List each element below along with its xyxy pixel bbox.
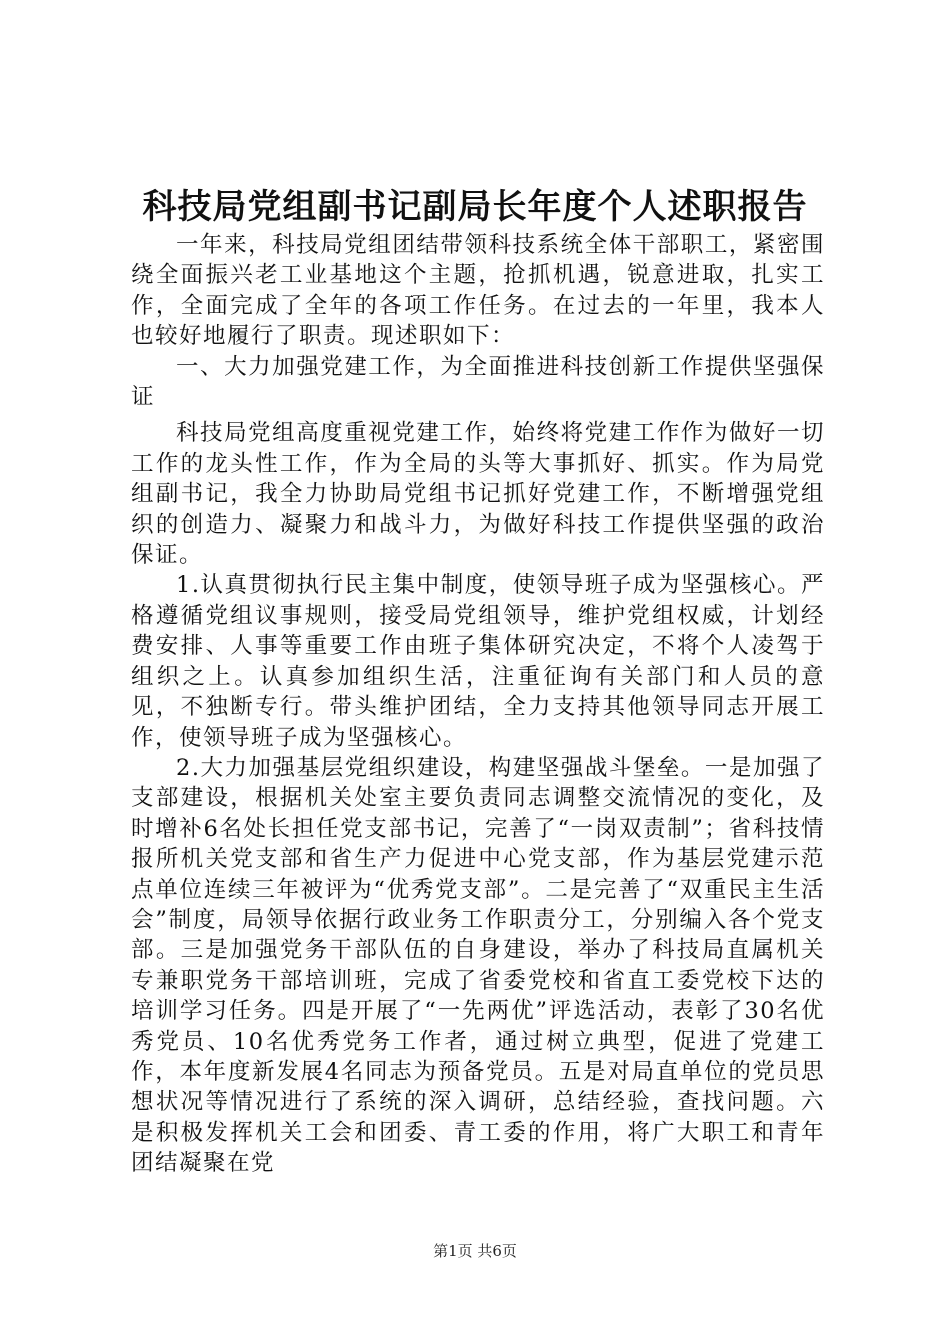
document-title: 科技局党组副书记副局长年度个人述职报告 [142, 187, 808, 227]
document-body [131, 230, 825, 1179]
page-number-footer: 第1页 共6页 [433, 1242, 517, 1260]
body-paragraph: 科技局党组高度重视党建工作，始终将党建工作作为做好一切工作的龙头性工作，作为全局的头等大事抓好、抓实。作为局党组副书记，我全力协助局党组书记抓好党建工作，不断增强党组织的创造力、凝聚力和战斗力，为做好科技工作提供坚强的政治保证。 [131, 420, 825, 569]
intro-paragraph: 一年来，科技局党组团结带领科技系统全体干部职工，紧密围绕全面振兴老工业基地这个主题，抢抓机遇，锐意进取，扎实工作，全面完成了全年的各项工作任务。在过去的一年里，我本人也较好地履行了职责。现述职如下： [131, 232, 825, 350]
body-paragraph: 2.大力加强基层党组织建设，构建坚强战斗堡垒。一是加强了支部建设，根据机关处室主要负责同志调整交流情况的变化，及时增补6名处长担任党支部书记，完善了“一岗双责制”；省科技情报所机关党支部和省生产力促进中心党支部，作为基层党建示范点单位连续三年被评为“优秀党支部”。二是完善了“双重民主生活会”制度，局领导依据行政业务工作职责分工，分别编入各个党支部。三是加强党务干部队伍的自身建设，举办了科技局直属机关专兼职党务干部培训班，完成了省委党校和省直工委党校下达的培训学习任务。四是开展了“一先两优”评选活动，表彰了30名优秀党员、10名优秀党务工作者，通过树立典型，促进了党建工作，本年度新发展4名同志为预备党员。五是对局直单位的党员思想状况等情况进行了系统的深入调研，总结经验，查找问题。六是积极发挥机关工会和团委、青工委的作用，将广大职工和青年团结凝聚在党 [131, 754, 825, 1177]
body-paragraph: 1.认真贯彻执行民主集中制度，使领导班子成为坚强核心。严格遵循党组议事规则，接受局党组领导，维护党组权威，计划经费安排、人事等重要工作由班子集体研究决定，不将个人凌驾于组织之上。认真参加组织生活，注重征询有关部门和人员的意见，不独断专行。带头维护团结，全力支持其他领导同志开展工作，使领导班子成为坚强核心。 [131, 572, 825, 751]
section-heading-1: 一、大力加强党建工作，为全面推进科技创新工作提供坚强保证 [131, 353, 825, 411]
